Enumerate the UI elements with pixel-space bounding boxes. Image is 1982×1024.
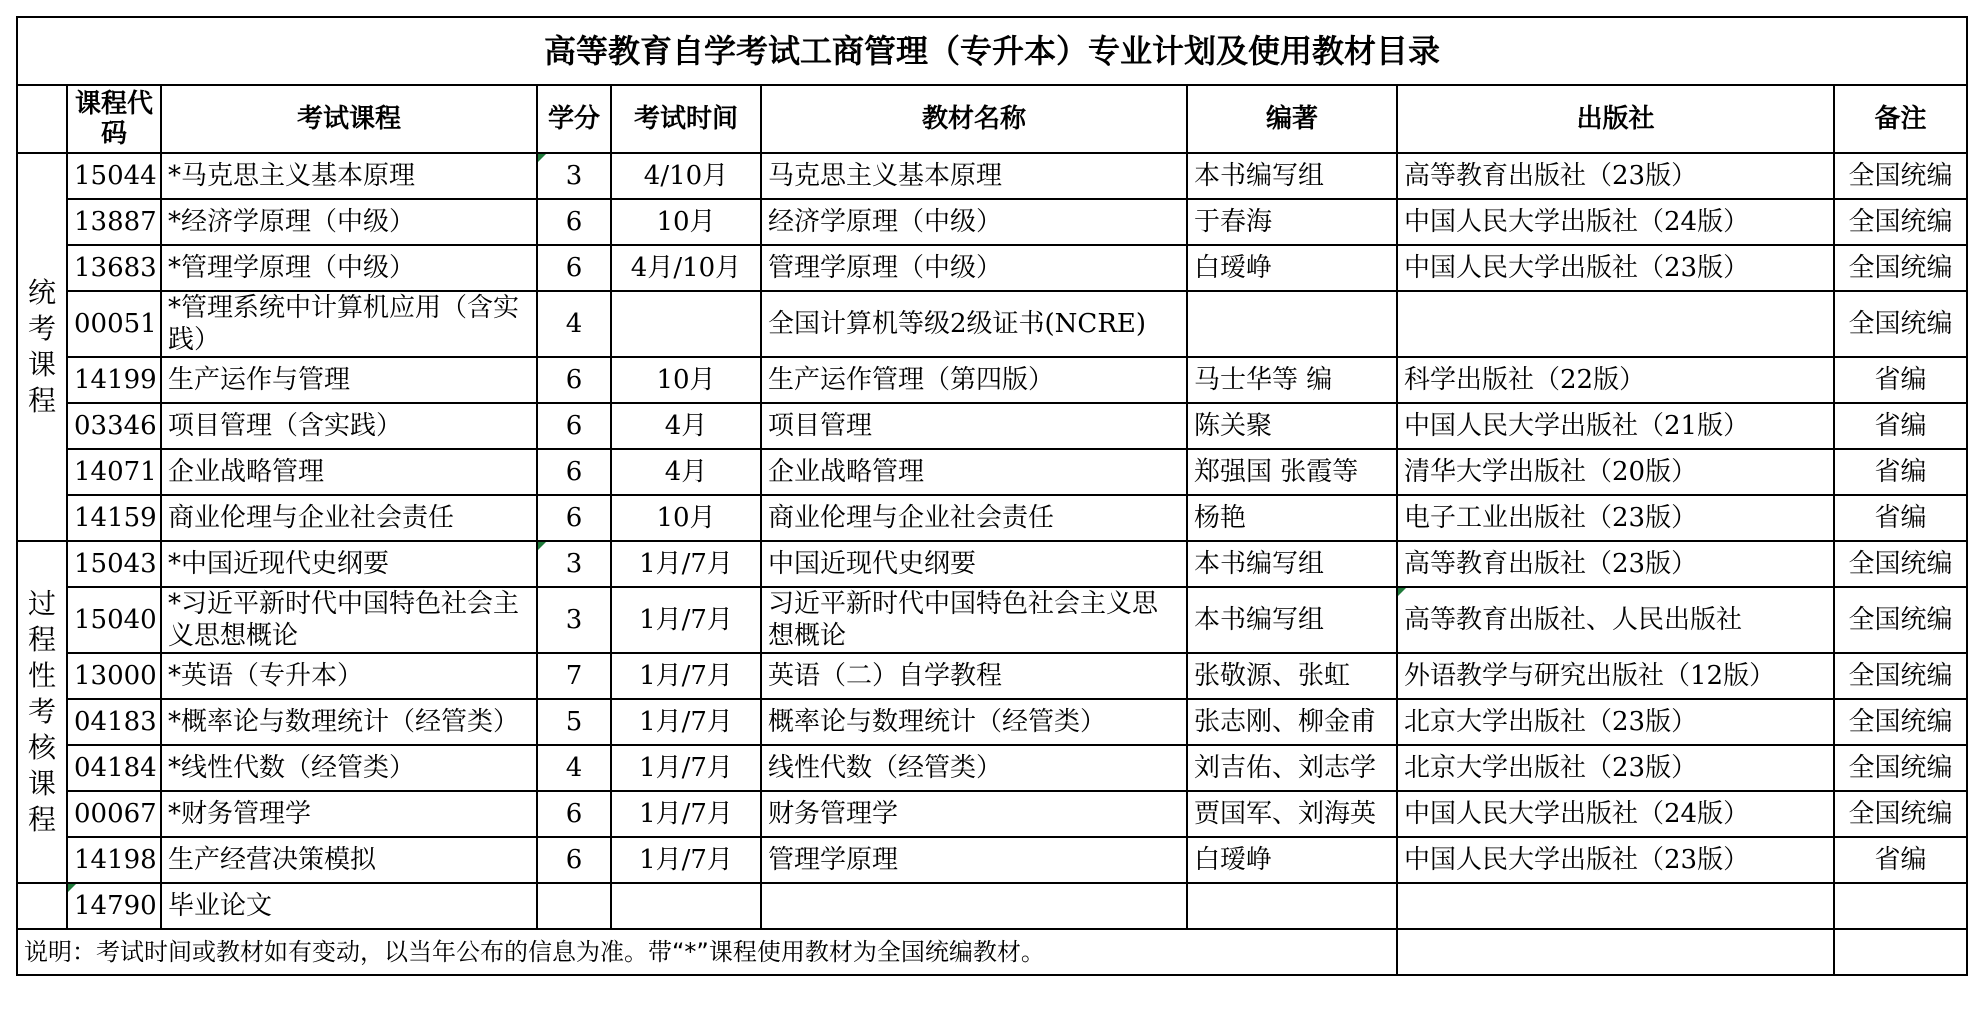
header-book: 教材名称 — [761, 85, 1187, 153]
table-row — [17, 245, 1967, 291]
cell-textbook-name: 企业战略管理 — [761, 449, 1187, 495]
cell-remark: 省编 — [1834, 357, 1967, 403]
cell-remark: 全国统编 — [1834, 699, 1967, 745]
cell-credit: 3 — [537, 587, 611, 653]
header-remark: 备注 — [1834, 85, 1967, 153]
cell-credit: 3 — [537, 541, 611, 587]
cell-author: 张志刚、柳金甫 — [1187, 699, 1397, 745]
cell-credit — [537, 883, 611, 929]
table-row — [17, 541, 1967, 587]
table-row — [17, 699, 1967, 745]
group-process-label: 过程性考核课程 — [17, 541, 67, 883]
cell-author: 马士华等 编 — [1187, 357, 1397, 403]
cell-author: 郑强国 张霞等 — [1187, 449, 1397, 495]
cell-exam-time: 1月/7月 — [611, 791, 761, 837]
cell-exam-time: 1月/7月 — [611, 699, 761, 745]
footnote-blank-publisher — [1397, 929, 1834, 975]
cell-exam-time: 10月 — [611, 199, 761, 245]
cell-remark: 省编 — [1834, 449, 1967, 495]
cell-publisher: 科学出版社（22版） — [1397, 357, 1834, 403]
cell-exam-time: 10月 — [611, 495, 761, 541]
cell-publisher: 中国人民大学出版社（24版） — [1397, 791, 1834, 837]
cell-publisher: 清华大学出版社（20版） — [1397, 449, 1834, 495]
cell-publisher: 中国人民大学出版社（23版） — [1397, 245, 1834, 291]
cell-textbook-name: 中国近现代史纲要 — [761, 541, 1187, 587]
cell-author: 白瑷峥 — [1187, 245, 1397, 291]
cell-remark: 全国统编 — [1834, 791, 1967, 837]
cell-course-name: *财务管理学 — [161, 791, 537, 837]
cell-course-code: 04183 — [67, 699, 161, 745]
cell-course-code: 00051 — [67, 291, 161, 357]
cell-remark: 全国统编 — [1834, 245, 1967, 291]
cell-course-code: 14199 — [67, 357, 161, 403]
table-row — [17, 403, 1967, 449]
cell-remark: 全国统编 — [1834, 153, 1967, 199]
cell-publisher: 北京大学出版社（23版） — [1397, 745, 1834, 791]
cell-remark — [1834, 883, 1967, 929]
cell-course-code: 13683 — [67, 245, 161, 291]
cell-course-code: 14790 — [67, 883, 161, 929]
cell-publisher: 高等教育出版社（23版） — [1397, 153, 1834, 199]
cell-textbook-name: 马克思主义基本原理 — [761, 153, 1187, 199]
cell-remark: 省编 — [1834, 495, 1967, 541]
cell-exam-time: 1月/7月 — [611, 745, 761, 791]
table-row — [17, 357, 1967, 403]
cell-author: 本书编写组 — [1187, 153, 1397, 199]
cell-textbook-name — [761, 883, 1187, 929]
table-row — [17, 153, 1967, 199]
cell-credit: 6 — [537, 357, 611, 403]
footnote: 说明：考试时间或教材如有变动，以当年公布的信息为准。带“*”课程使用教材为全国统编教材。 — [17, 929, 1397, 975]
cell-author — [1187, 291, 1397, 357]
cell-remark: 省编 — [1834, 403, 1967, 449]
header-time: 考试时间 — [611, 85, 761, 153]
cell-course-name: *英语（专升本） — [161, 653, 537, 699]
cell-credit: 6 — [537, 837, 611, 883]
table-row — [17, 883, 1967, 929]
cell-exam-time: 1月/7月 — [611, 837, 761, 883]
cell-remark: 省编 — [1834, 837, 1967, 883]
footnote-blank-remark — [1834, 929, 1967, 975]
cell-author: 本书编写组 — [1187, 587, 1397, 653]
cell-course-code: 13887 — [67, 199, 161, 245]
cell-textbook-name: 商业伦理与企业社会责任 — [761, 495, 1187, 541]
cell-remark: 全国统编 — [1834, 745, 1967, 791]
cell-course-name: 毕业论文 — [161, 883, 537, 929]
cell-course-name: *管理系统中计算机应用（含实践） — [161, 291, 537, 357]
cell-course-name: *概率论与数理统计（经管类） — [161, 699, 537, 745]
cell-course-name: *马克思主义基本原理 — [161, 153, 537, 199]
cell-course-name: *管理学原理（中级） — [161, 245, 537, 291]
cell-course-name: *习近平新时代中国特色社会主义思想概论 — [161, 587, 537, 653]
cell-course-code: 14198 — [67, 837, 161, 883]
cell-credit: 6 — [537, 199, 611, 245]
cell-author: 于春海 — [1187, 199, 1397, 245]
cell-remark: 全国统编 — [1834, 199, 1967, 245]
header-publisher: 出版社 — [1397, 85, 1834, 153]
cell-credit: 4 — [537, 745, 611, 791]
cell-course-code: 15040 — [67, 587, 161, 653]
cell-credit: 6 — [537, 495, 611, 541]
cell-author: 陈关聚 — [1187, 403, 1397, 449]
cell-publisher — [1397, 291, 1834, 357]
cell-author: 白瑷峥 — [1187, 837, 1397, 883]
header-author: 编著 — [1187, 85, 1397, 153]
cell-course-code: 14071 — [67, 449, 161, 495]
cell-course-code: 15043 — [67, 541, 161, 587]
cell-credit: 3 — [537, 153, 611, 199]
cell-credit: 5 — [537, 699, 611, 745]
table-row — [17, 291, 1967, 357]
cell-publisher: 电子工业出版社（23版） — [1397, 495, 1834, 541]
cell-remark: 全国统编 — [1834, 541, 1967, 587]
cell-exam-time — [611, 291, 761, 357]
table-row — [17, 745, 1967, 791]
cell-remark: 全国统编 — [1834, 587, 1967, 653]
cell-course-name: 企业战略管理 — [161, 449, 537, 495]
cell-course-name: 项目管理（含实践） — [161, 403, 537, 449]
cell-textbook-name: 线性代数（经管类） — [761, 745, 1187, 791]
cell-course-name: 生产运作与管理 — [161, 357, 537, 403]
group-unified-label: 统考课程 — [17, 153, 67, 541]
cell-exam-time: 4月 — [611, 449, 761, 495]
cell-course-name: *线性代数（经管类） — [161, 745, 537, 791]
cell-course-code: 15044 — [67, 153, 161, 199]
cell-remark: 全国统编 — [1834, 653, 1967, 699]
cell-credit: 6 — [537, 245, 611, 291]
cell-course-code: 14159 — [67, 495, 161, 541]
cell-textbook-name: 生产运作管理（第四版） — [761, 357, 1187, 403]
table-row — [17, 449, 1967, 495]
cell-course-code: 04184 — [67, 745, 161, 791]
cell-textbook-name: 经济学原理（中级） — [761, 199, 1187, 245]
header-course: 考试课程 — [161, 85, 537, 153]
cell-credit: 6 — [537, 449, 611, 495]
cell-exam-time — [611, 883, 761, 929]
cell-textbook-name: 管理学原理 — [761, 837, 1187, 883]
cell-author: 本书编写组 — [1187, 541, 1397, 587]
cell-textbook-name: 全国计算机等级2级证书(NCRE) — [761, 291, 1187, 357]
cell-textbook-name: 财务管理学 — [761, 791, 1187, 837]
cell-publisher: 北京大学出版社（23版） — [1397, 699, 1834, 745]
header-code: 课程代码 — [67, 85, 161, 153]
cell-publisher: 中国人民大学出版社（24版） — [1397, 199, 1834, 245]
cell-course-name: 商业伦理与企业社会责任 — [161, 495, 537, 541]
page-title: 高等教育自学考试工商管理（专升本）专业计划及使用教材目录 — [17, 17, 1967, 85]
cell-publisher: 高等教育出版社（23版） — [1397, 541, 1834, 587]
table-row — [17, 199, 1967, 245]
group-blank-cell — [17, 883, 67, 929]
table-row — [17, 495, 1967, 541]
cell-exam-time: 10月 — [611, 357, 761, 403]
header-row — [17, 85, 1967, 153]
cell-exam-time: 1月/7月 — [611, 587, 761, 653]
cell-credit: 7 — [537, 653, 611, 699]
cell-course-name: *中国近现代史纲要 — [161, 541, 537, 587]
cell-publisher: 中国人民大学出版社（21版） — [1397, 403, 1834, 449]
table-row — [17, 587, 1967, 653]
table-row — [17, 653, 1967, 699]
header-credit: 学分 — [537, 85, 611, 153]
cell-course-name: 生产经营决策模拟 — [161, 837, 537, 883]
cell-textbook-name: 项目管理 — [761, 403, 1187, 449]
cell-exam-time: 4月 — [611, 403, 761, 449]
cell-publisher: 高等教育出版社、人民出版社 — [1397, 587, 1834, 653]
cell-course-code: 13000 — [67, 653, 161, 699]
cell-credit: 4 — [537, 291, 611, 357]
cell-author — [1187, 883, 1397, 929]
cell-exam-time: 1月/7月 — [611, 541, 761, 587]
table-row — [17, 837, 1967, 883]
cell-credit: 6 — [537, 403, 611, 449]
course-catalog-sheet — [16, 16, 1966, 976]
cell-author: 张敬源、张虹 — [1187, 653, 1397, 699]
cell-exam-time: 4月/10月 — [611, 245, 761, 291]
cell-author: 贾国军、刘海英 — [1187, 791, 1397, 837]
cell-publisher: 外语教学与研究出版社（12版） — [1397, 653, 1834, 699]
cell-remark: 全国统编 — [1834, 291, 1967, 357]
cell-author: 杨艳 — [1187, 495, 1397, 541]
cell-publisher: 中国人民大学出版社（23版） — [1397, 837, 1834, 883]
cell-course-code: 03346 — [67, 403, 161, 449]
cell-textbook-name: 习近平新时代中国特色社会主义思想概论 — [761, 587, 1187, 653]
table-row — [17, 791, 1967, 837]
cell-publisher — [1397, 883, 1834, 929]
course-table — [16, 16, 1968, 976]
header-blank — [17, 85, 67, 153]
cell-credit: 6 — [537, 791, 611, 837]
cell-author: 刘吉佑、刘志学 — [1187, 745, 1397, 791]
cell-textbook-name: 管理学原理（中级） — [761, 245, 1187, 291]
cell-course-code: 00067 — [67, 791, 161, 837]
cell-exam-time: 1月/7月 — [611, 653, 761, 699]
cell-textbook-name: 概率论与数理统计（经管类） — [761, 699, 1187, 745]
cell-textbook-name: 英语（二）自学教程 — [761, 653, 1187, 699]
cell-course-name: *经济学原理（中级） — [161, 199, 537, 245]
cell-exam-time: 4/10月 — [611, 153, 761, 199]
